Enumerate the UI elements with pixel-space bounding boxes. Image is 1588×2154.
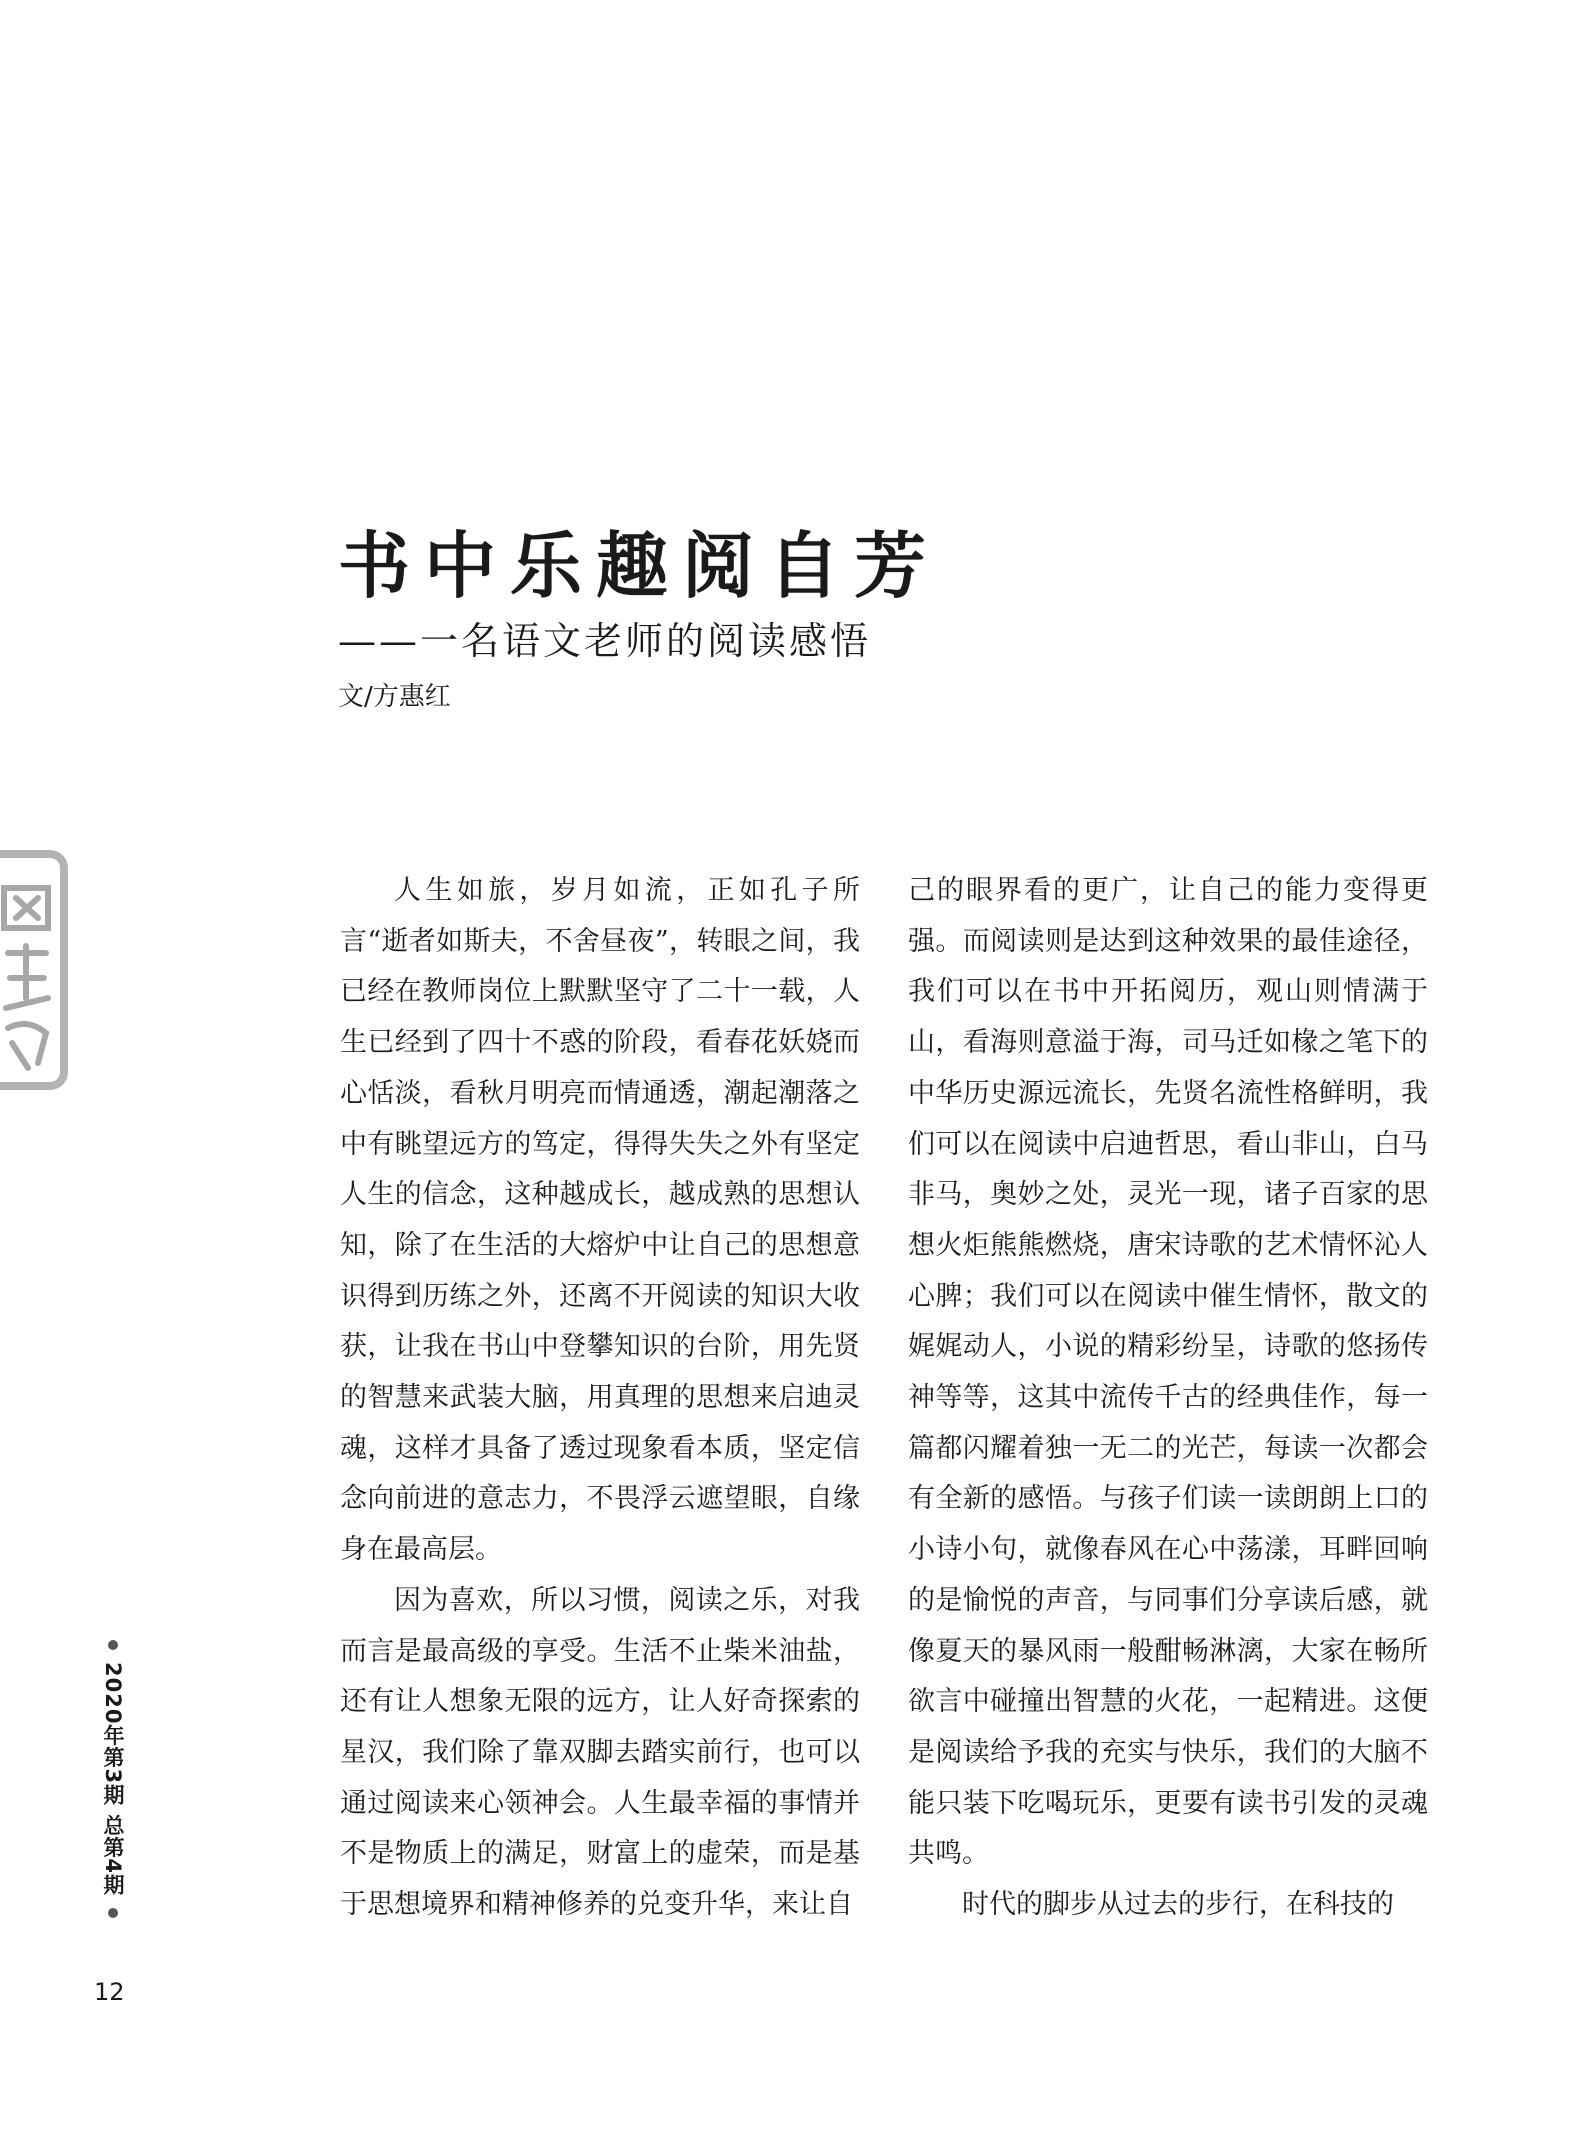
issue-marker — [98, 1640, 128, 1918]
paragraph: 时代的脚步从过去的步行，在科技的 — [962, 1889, 1394, 1921]
article-author: 文/方惠红 — [338, 682, 451, 712]
issue-label: 2020年第3期 总第4期 — [101, 1662, 125, 1896]
seal-glyph-icon — [0, 868, 58, 1078]
page-number: 12 — [94, 1978, 125, 2006]
paragraph: 因为喜欢，所以习惯，阅读之乐，对我而言是最高级的享受。生活不止柴米油盐，还有让人想象无限的远方，让人好奇探索的星汉，我们除了靠双脚去踏实前行，也可以通过阅读来心领神会。人生最幸福的事情并不是物质上的满足，财富上的虚荣，而是基于思想境界和精神修养的兑变升华，来让自 — [340, 1584, 860, 1921]
text-column-left — [340, 866, 860, 1931]
text-column-right — [908, 866, 1428, 1931]
paragraph: 己的眼界看的更广，让自己的能力变得更强。而阅读则是达到这种效果的最佳途径，我们可以在书中开拓阅历，观山则情满于山，看海则意溢于海，司马迁如椽之笔下的中华历史源远流长，先贤名流性格鲜明，我们可以在阅读中启迪哲思，看山非山，白马非马，奥妙之处，灵光一现，诸子百家的思想火炬熊熊燃烧，唐宋诗歌的艺术情怀沁人心脾；我们可以在阅读中催生情怀，散文的娓娓动人，小说的精彩纷呈，诗歌的悠扬传神等等，这其中流传千古的经典佳作，每一篇都闪耀着独一无二的光芒，每读一次都会有全新的感悟。与孩子们读一读朗朗上口的小诗小句，就像春风在心中荡漾，耳畔回响的是愉悦的声音，与同事们分享读后感，就像夏天的暴风雨一般酣畅淋漓，大家在畅所欲言中碰撞出智慧的火花，一起精进。这便是阅读给予我的充实与快乐，我们的大脑不能只装下吃喝玩乐，更要有读书引发的灵魂共鸣。 — [908, 875, 1428, 1870]
paragraph: 人生如旅，岁月如流，正如孔子所言“逝者如斯夫，不舍昼夜”，转眼之间，我已经在教师岗位上默默坚守了二十一载，人生已经到了四十不惑的阶段，看春花妖娆而心恬淡，看秋月明亮而情通透，潮起潮落之中有眺望远方的笃定，得得失失之外有坚定人生的信念，这种越成长，越成熟的思想认知，除了在生活的大熔炉中让自己的思想意识得到历练之外，还离不开阅读的知识大收获，让我在书山中登攀知识的台阶，用先贤的智慧来武装大脑，用真理的思想来启迪灵魂，这样才具备了透过现象看本质，坚定信念向前进的意志力，不畏浮云遮望眼，自缘身在最高层。 — [340, 875, 860, 1566]
dot-icon — [108, 1640, 118, 1650]
seal-stamp-graphic — [0, 850, 68, 1090]
article-subtitle: ——一名语文老师的阅读感悟 — [338, 619, 872, 663]
article-title: 书中乐趣阅自芳 — [338, 523, 941, 608]
dot-icon — [108, 1908, 118, 1918]
